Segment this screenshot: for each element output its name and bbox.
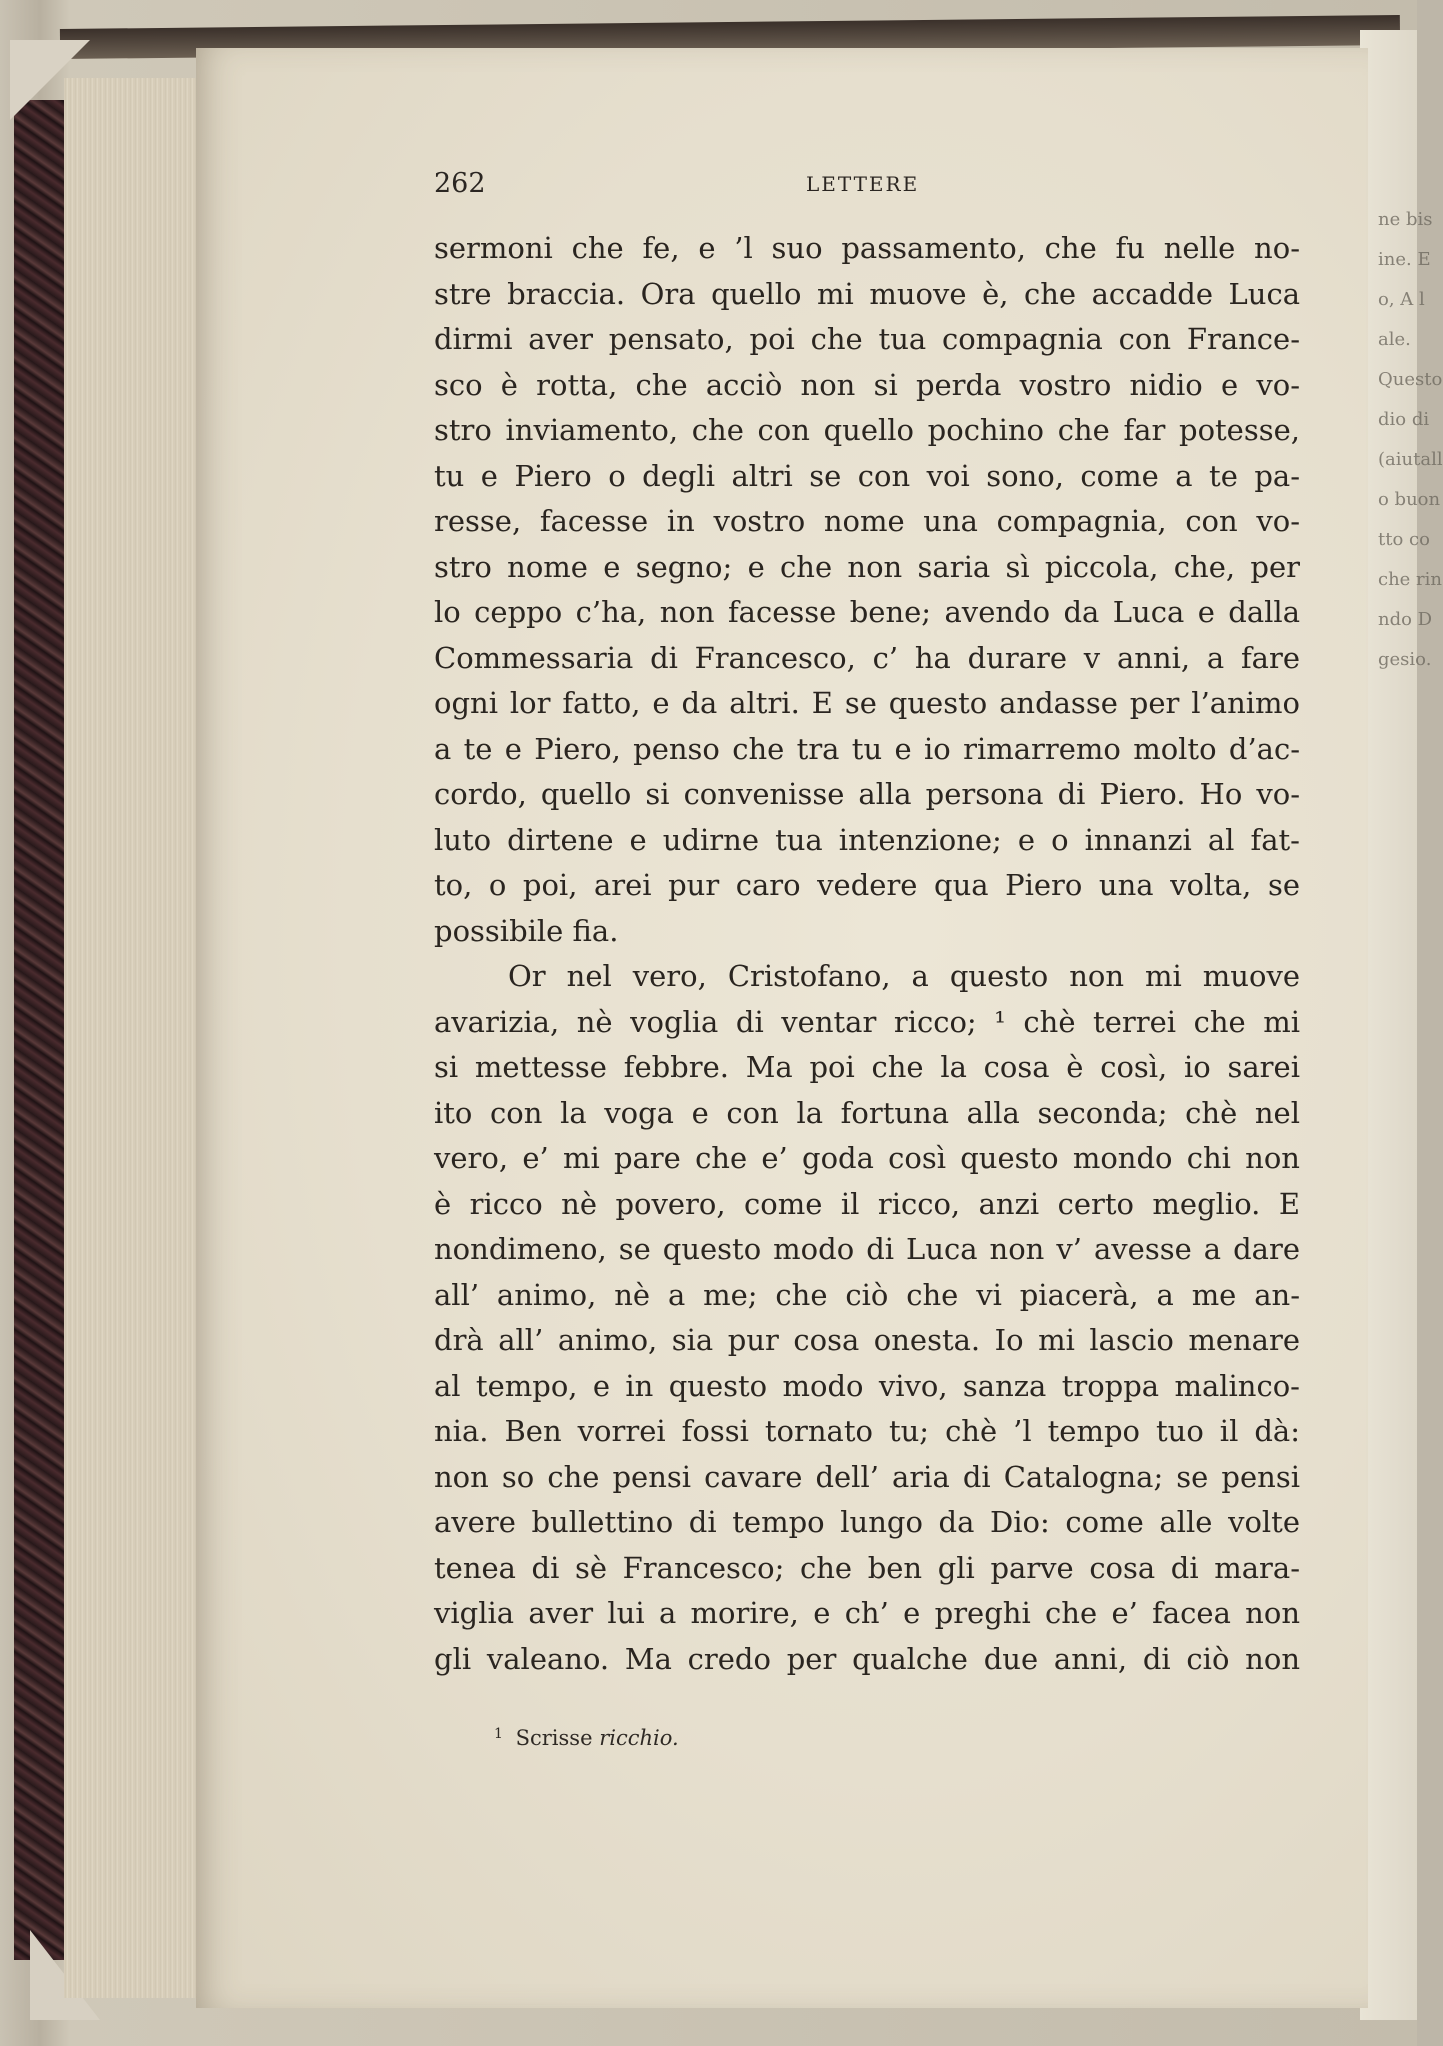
text-line-paragraph-start: Or nel vero, Cristofano, a questo non mi muove bbox=[508, 959, 1300, 993]
fragment: tto co bbox=[1378, 529, 1430, 550]
fragment: (aiutall bbox=[1378, 449, 1443, 470]
text-line: Commessaria di Francesco, c’ ha durare v anni, a fare bbox=[434, 640, 1300, 675]
text-line: nondimeno, se questo modo di Luca non v’ avesse a dare bbox=[434, 1232, 1300, 1266]
text-line: avere bullettino di tempo lungo da Dio: come alle volte bbox=[434, 1505, 1300, 1539]
text-line: è ricco nè povero, come il ricco, anzi certo meglio. E bbox=[434, 1186, 1300, 1221]
page-header bbox=[434, 168, 1296, 208]
text-line: stre braccia. Ora quello mi muove è, che accadde Luca bbox=[434, 276, 1300, 311]
text-line: lo ceppo c’ha, non facesse bene; avendo da Luca e dalla bbox=[434, 595, 1300, 629]
text-line: non so che pensi cavare dell’ aria di Catalogna; se pensi bbox=[434, 1459, 1300, 1494]
text-line: al tempo, e in questo modo vivo, sanza troppa malinco- bbox=[434, 1368, 1300, 1403]
text-line: sco è rotta, che acciò non si perda vostro nidio e vo- bbox=[434, 367, 1300, 402]
text-line: sermoni che fe, e ’l suo passamento, che fu nelle no- bbox=[434, 231, 1300, 265]
text-line: stro inviamento, che con quello pochino che far potesse, bbox=[434, 413, 1300, 447]
text-line: dirmi aver pensato, poi che tua compagnia con France- bbox=[434, 322, 1300, 356]
text-line: resse, facesse in vostro nome una compagnia, con vo- bbox=[434, 504, 1300, 538]
text-line: tu e Piero o degli altri se con voi sono, come a te pa- bbox=[434, 458, 1300, 493]
fragment: ndo D bbox=[1378, 609, 1433, 630]
page-number: 262 bbox=[434, 168, 486, 199]
fragment: Questo bbox=[1378, 369, 1443, 390]
text-line: nia. Ben vorrei fossi tornato tu; chè ’l tempo tuo il dà: bbox=[434, 1414, 1300, 1448]
fragment: ale. bbox=[1378, 329, 1411, 350]
text-line: drà all’ animo, sia pur cosa onesta. Io mi lascio menare bbox=[434, 1323, 1300, 1357]
footnote-italic-word: ricchio. bbox=[599, 1726, 679, 1750]
page-edges bbox=[64, 78, 216, 1998]
text-line: to, o poi, arei pur caro vedere qua Piero una volta, se bbox=[434, 868, 1300, 902]
text-line: stro nome e segno; e che non saria sì piccola, che, per bbox=[434, 549, 1300, 584]
fragment: che rin bbox=[1378, 569, 1443, 590]
text-line: si mettesse febbre. Ma poi che la cosa è così, io sarei bbox=[434, 1050, 1300, 1084]
fragment: ne bis bbox=[1378, 209, 1433, 230]
text-line: a te e Piero, penso che tra tu e io rimarremo molto d’ac- bbox=[434, 731, 1300, 766]
text-line: cordo, quello si convenisse alla persona di Piero. Ho vo- bbox=[434, 777, 1300, 811]
text-line: ito con la voga e con la fortuna alla seconda; chè nel bbox=[434, 1095, 1300, 1130]
fragment: ine. E bbox=[1378, 249, 1431, 270]
text-line: gli valeano. Ma credo per qualche due anni, di ciò non bbox=[434, 1641, 1300, 1676]
text-line-paragraph-end: possibile fia. bbox=[434, 913, 619, 948]
footnote-text: Scrisse bbox=[515, 1726, 593, 1750]
text-line: avarizia, nè voglia di ventar ricco; ¹ chè terrei che mi bbox=[434, 1004, 1300, 1039]
running-head: LETTERE bbox=[806, 172, 920, 196]
text-line: all’ animo, nè a me; che ciò che vi piacerà, a me an- bbox=[434, 1277, 1300, 1312]
facing-page-text-fragments bbox=[1378, 200, 1443, 680]
fragment: o, A l bbox=[1378, 289, 1425, 310]
footnote-marker: 1 bbox=[494, 1726, 503, 1742]
fragment: gesio. bbox=[1378, 649, 1432, 670]
footnote bbox=[494, 1726, 679, 1750]
text-line: tenea di sè Francesco; che ben gli parve cosa di mara- bbox=[434, 1550, 1300, 1585]
text-line: vero, e’ mi pare che e’ goda così questo mondo chi non bbox=[434, 1141, 1300, 1175]
text-line: viglia aver lui a morire, e ch’ e preghi che e’ facea non bbox=[434, 1596, 1300, 1630]
body-text bbox=[434, 226, 1300, 1682]
text-line: ogni lor fatto, e da altri. E se questo andasse per l’animo bbox=[434, 686, 1300, 720]
fragment: o buon bbox=[1378, 489, 1441, 510]
fragment: dio di bbox=[1378, 409, 1430, 430]
text-line: luto dirtene e udirne tua intenzione; e o innanzi al fat- bbox=[434, 822, 1300, 857]
